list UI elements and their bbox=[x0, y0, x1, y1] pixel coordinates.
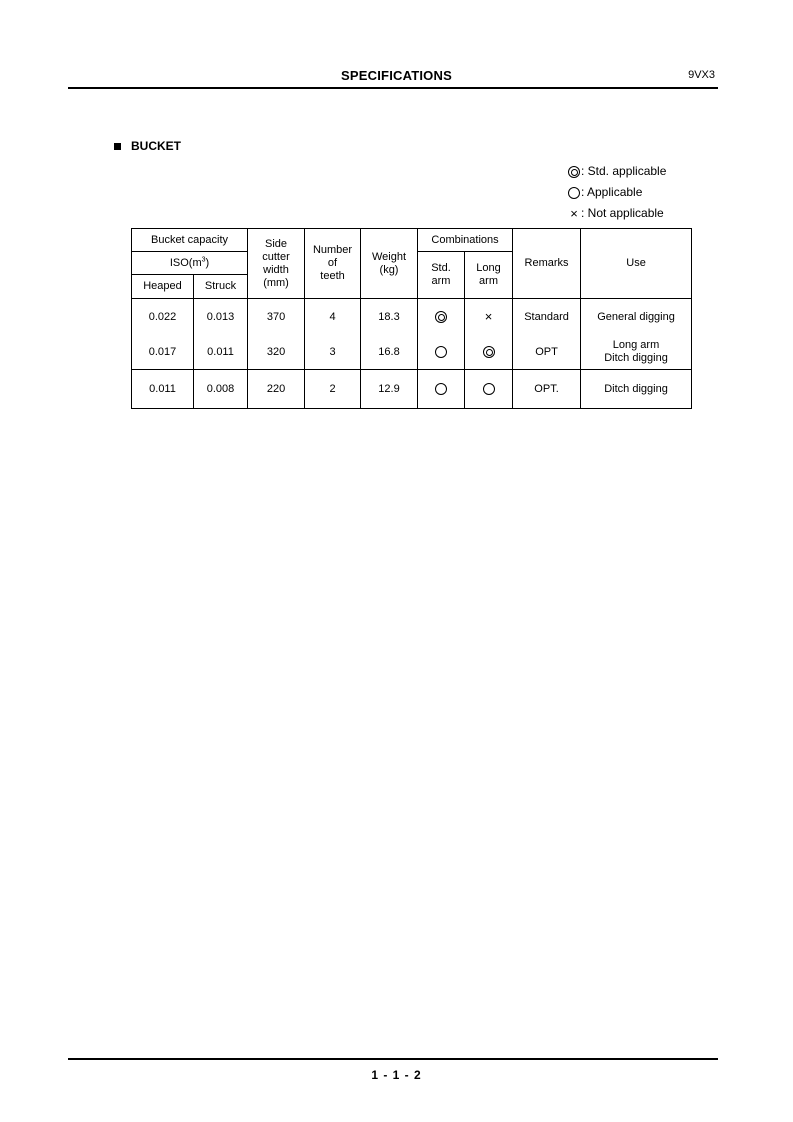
circle-icon bbox=[434, 345, 448, 359]
table-row bbox=[132, 370, 692, 409]
legend-std-applicable bbox=[567, 161, 666, 182]
cell-struck: 0.011 bbox=[194, 335, 248, 370]
cell-teeth: 2 bbox=[305, 370, 361, 409]
cell-struck: 0.013 bbox=[194, 299, 248, 336]
cell-remarks: OPT. bbox=[513, 370, 581, 409]
model-code: 9VX3 bbox=[688, 69, 715, 81]
cell-use: General digging bbox=[581, 299, 692, 336]
double-circle-icon bbox=[434, 310, 448, 324]
cell-weight: 16.8 bbox=[361, 335, 418, 370]
legend-text: : Not applicable bbox=[581, 206, 664, 220]
cell-weight: 12.9 bbox=[361, 370, 418, 409]
cell-teeth: 3 bbox=[305, 335, 361, 370]
legend-applicable bbox=[567, 182, 666, 203]
header-bucket-capacity: Bucket capacity bbox=[132, 229, 248, 252]
header-use: Use bbox=[581, 229, 692, 299]
header-struck: Struck bbox=[194, 275, 248, 299]
legend-not-applicable bbox=[567, 203, 666, 224]
circle-icon bbox=[434, 382, 448, 396]
cell-heaped: 0.017 bbox=[132, 335, 194, 370]
header-long-arm: Long arm bbox=[465, 252, 513, 299]
legend bbox=[567, 161, 666, 224]
footer-rule bbox=[68, 1058, 718, 1060]
header-heaped: Heaped bbox=[132, 275, 194, 299]
circle-icon bbox=[567, 186, 581, 200]
header-weight: Weight (kg) bbox=[361, 229, 418, 299]
cell-remarks: OPT bbox=[513, 335, 581, 370]
page-title: SPECIFICATIONS bbox=[341, 68, 452, 83]
legend-text: : Std. applicable bbox=[581, 164, 667, 178]
cross-icon: × bbox=[570, 205, 578, 221]
table-row bbox=[132, 299, 692, 336]
cell-struck: 0.008 bbox=[194, 370, 248, 409]
double-circle-icon bbox=[482, 345, 496, 359]
header-rule bbox=[68, 87, 718, 89]
bullet-square-icon bbox=[114, 143, 121, 150]
section-title: BUCKET bbox=[131, 139, 181, 153]
double-circle-icon bbox=[567, 165, 581, 179]
cell-long-arm bbox=[465, 335, 513, 370]
bucket-spec-table bbox=[131, 228, 692, 409]
cell-weight: 18.3 bbox=[361, 299, 418, 336]
legend-text: : Applicable bbox=[581, 185, 643, 199]
cell-long-arm bbox=[465, 299, 513, 336]
cell-use: Long arm Ditch digging bbox=[581, 335, 692, 370]
cell-std-arm bbox=[418, 299, 465, 336]
cell-long-arm bbox=[465, 370, 513, 409]
header-side-cutter: Side cutter width (mm) bbox=[248, 229, 305, 299]
table-row bbox=[132, 335, 692, 370]
cell-std-arm bbox=[418, 335, 465, 370]
cell-std-arm bbox=[418, 370, 465, 409]
section-heading bbox=[114, 139, 181, 153]
cell-heaped: 0.011 bbox=[132, 370, 194, 409]
header-combinations: Combinations bbox=[418, 229, 513, 252]
page-number: 1 - 1 - 2 bbox=[371, 1068, 422, 1082]
cell-remarks: Standard bbox=[513, 299, 581, 336]
cross-icon: × bbox=[484, 309, 493, 324]
cell-heaped: 0.022 bbox=[132, 299, 194, 336]
cell-side-cutter: 320 bbox=[248, 335, 305, 370]
cell-side-cutter: 370 bbox=[248, 299, 305, 336]
header-teeth: Number of teeth bbox=[305, 229, 361, 299]
header-std-arm: Std. arm bbox=[418, 252, 465, 299]
circle-icon bbox=[482, 382, 496, 396]
cell-use: Ditch digging bbox=[581, 370, 692, 409]
header-remarks: Remarks bbox=[513, 229, 581, 299]
cell-teeth: 4 bbox=[305, 299, 361, 336]
cell-side-cutter: 220 bbox=[248, 370, 305, 409]
header-iso: $ISO(m^3)$ bbox=[132, 252, 248, 275]
